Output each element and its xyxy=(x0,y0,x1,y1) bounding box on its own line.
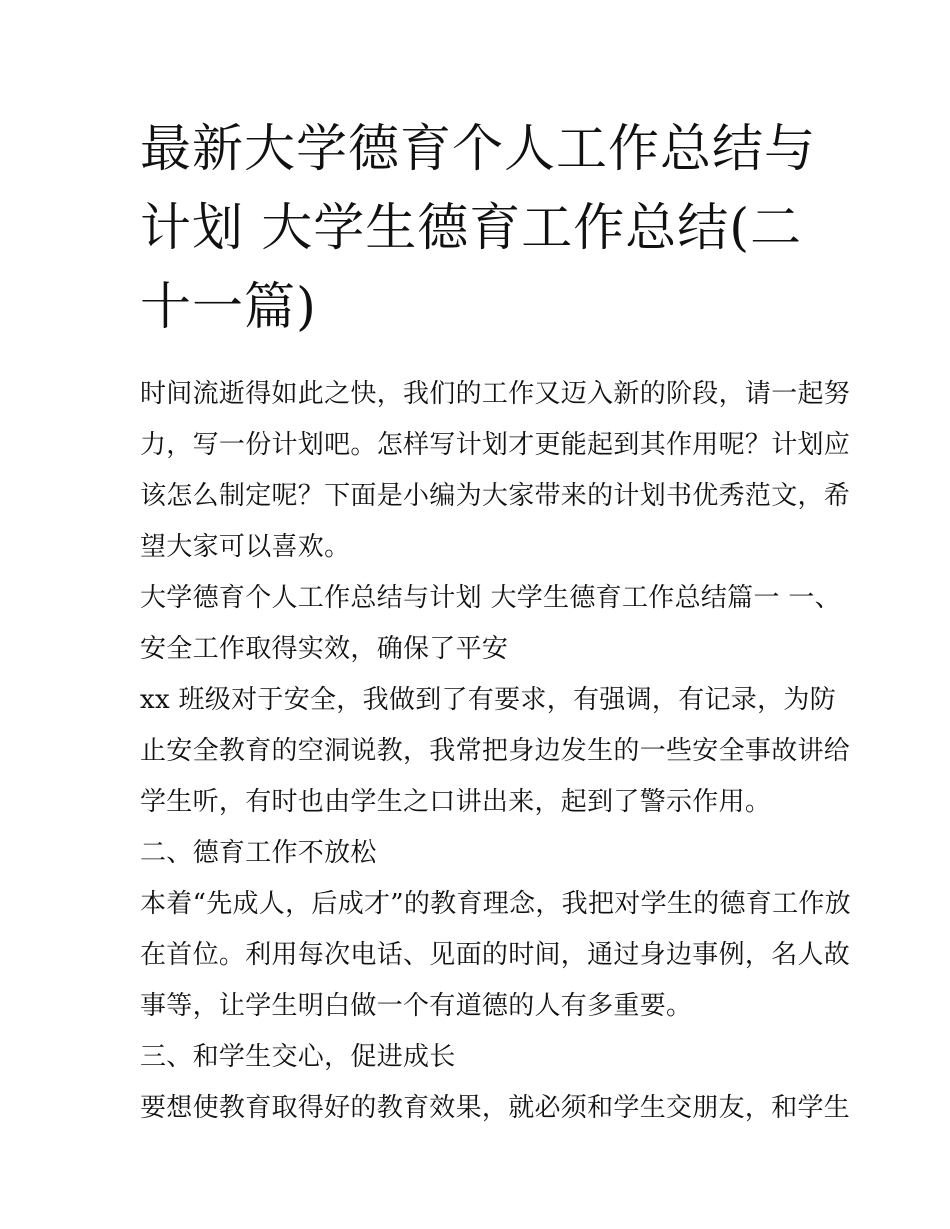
body-line: 事等，让学生明白做一个有道德的人有多重要。 xyxy=(140,991,693,1021)
body-line: xx 班级对于安全，我做到了有要求，有强调，有记录，为防 xyxy=(140,685,836,715)
title-line: 十一篇) xyxy=(140,278,317,337)
document-body xyxy=(140,369,851,1134)
title-line: 最新大学德育个人工作总结与 xyxy=(140,120,817,179)
document-page xyxy=(140,110,851,1134)
section-heading-line: 大学德育个人工作总结与计划 大学生德育工作总结篇一 一、 xyxy=(140,583,841,613)
section-heading-line: 三、和学生交心，促进成长 xyxy=(140,1042,456,1072)
body-line: 要想使教育取得好的教育效果，就必须和学生交朋友，和学生 xyxy=(140,1093,851,1123)
body-line: 望大家可以喜欢。 xyxy=(140,532,351,562)
body-line: 止安全教育的空洞说教，我常把身边发生的一些安全事故讲给 xyxy=(140,736,851,766)
body-line: 学生听，有时也由学生之口讲出来，起到了警示作用。 xyxy=(140,787,772,817)
body-line: 本着“先成人，后成才”的教育理念，我把对学生的德育工作放 xyxy=(140,889,851,919)
section-heading-line: 二、德育工作不放松 xyxy=(140,838,377,868)
body-line: 该怎么制定呢？下面是小编为大家带来的计划书优秀范文，希 xyxy=(140,481,851,511)
body-line: 在首位。利用每次电话、见面的时间，通过身边事例，名人故 xyxy=(140,940,851,970)
title-line: 计划 大学生德育工作总结(二 xyxy=(140,199,803,258)
section-heading-line: 安全工作取得实效，确保了平安 xyxy=(140,634,509,664)
body-line: 时间流逝得如此之快，我们的工作又迈入新的阶段，请一起努 xyxy=(140,379,851,409)
document-title xyxy=(140,110,820,347)
body-line: 力，写一份计划吧。怎样写计划才更能起到其作用呢？计划应 xyxy=(140,430,851,460)
